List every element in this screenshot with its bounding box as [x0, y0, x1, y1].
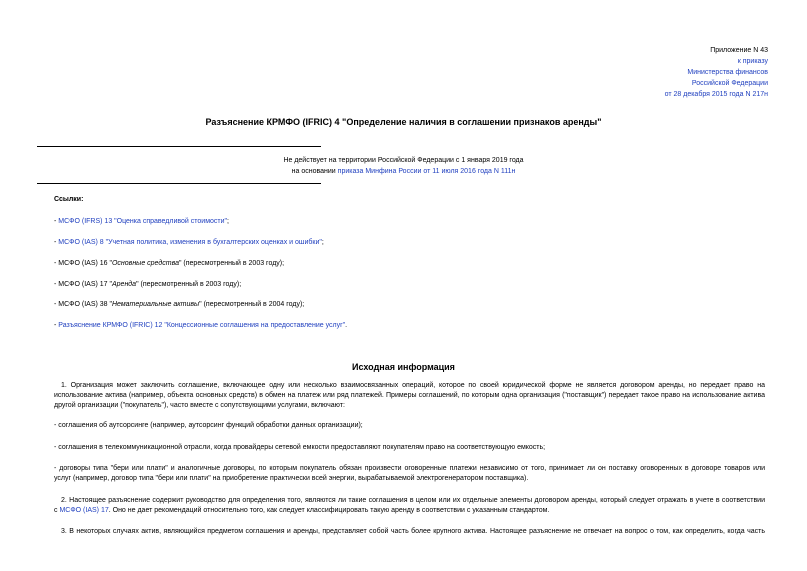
appendix-block: [665, 45, 768, 100]
paragraph-line: - договоры типа "бери или плати" и аналогичные договоры, по которым покупатель обязан произвести оговоренные платежи независимо от того, принимает ли он поставку оговоренных в договоре товаров или: [54, 465, 765, 472]
reference-italic-title: Аренда: [111, 281, 137, 288]
reference-suffix: .: [345, 322, 348, 329]
appendix-order-link[interactable]: к приказу: [737, 58, 768, 65]
paragraph-line: - соглашения в телекоммуникационной отрасли, когда провайдеры сетевой емкости предоставляют покупателям право на соответствующую емкость;: [54, 444, 546, 451]
reference-item: [54, 322, 347, 329]
reference-item: [54, 301, 304, 308]
paragraph-line: 1. Организация может заключить соглашение, включающее одну или несколько взаимосвязанных операций, которое по своей юридической форме не является договором аренды, но передает право на: [61, 382, 765, 389]
bullet-take-or-pay: [54, 464, 765, 484]
reference-item: [54, 218, 229, 225]
ias17-link[interactable]: МСФО (IAS) 17: [59, 507, 109, 514]
reference-suffix: ;: [321, 239, 324, 246]
paragraph-line: другой организации ("покупатель"), часто вместе с сопутствующими услугами, включают:: [54, 402, 345, 409]
reference-prefix: - МСФО (IAS) 38 ": [54, 301, 112, 308]
minfin-order-link[interactable]: приказа Минфина России от 11 июля 2016 года N 111н: [337, 168, 516, 175]
paragraph-1: [54, 381, 765, 411]
reference-suffix: " (пересмотренный в 2003 году);: [178, 260, 285, 267]
ifric12-link[interactable]: Разъяснение КРМФО (IFRIC) 12 "Концессионные соглашения на предоставление услуг": [58, 322, 346, 329]
paragraph-line: 2. Настоящее разъяснение содержит руководство для определения того, являются ли такие соглашения в целом или их отдельные элементы договором аренды, который следует отражать в учете в соответствии: [61, 497, 765, 504]
paragraph-prefix: с: [54, 507, 60, 514]
validity-notice: [0, 155, 807, 177]
paragraph-suffix: . Оно не дает рекомендаций относительно того, как следует классифицировать такую аренду в соответствии с указанным стандартом.: [108, 507, 550, 514]
appendix-country-link[interactable]: Российской Федерации: [691, 80, 768, 87]
reference-italic-title: Основные средства: [111, 260, 179, 267]
appendix-number: Приложение N 43: [710, 47, 768, 54]
reference-suffix: " (пересмотренный в 2003 году);: [136, 281, 242, 288]
document-title: Разъяснение КРМФО (IFRIC) 4 "Определение наличия в соглашении признаков аренды": [205, 117, 602, 127]
reference-prefix: -: [54, 322, 59, 329]
reference-item: [54, 260, 284, 267]
validity-basis-line: [0, 166, 807, 177]
reference-item: [54, 239, 324, 246]
section-heading: Исходная информация: [352, 362, 455, 372]
reference-prefix: -: [54, 239, 59, 246]
notice-top-divider: [37, 146, 321, 147]
paragraph-line: использование актива (например, объекта основных средств) в обмен на платеж или ряд платежей. Примеры соглашений, по которым одна организация ("поставщик") передает такое право на использование актива: [54, 392, 765, 399]
reference-suffix: ;: [227, 218, 229, 225]
paragraph-line: 3. В некоторых случаях актив, являющийся предметом соглашения и аренды, представляет собой часть более крупного актива. Настоящее разъяснение не отвечает на вопрос о том, как определить, когда часть: [61, 528, 765, 535]
appendix-ministry-link[interactable]: Министерства финансов: [687, 69, 768, 76]
paragraph-line: [54, 506, 765, 516]
notice-bottom-divider: [37, 183, 321, 184]
bullet-telecom: [54, 443, 765, 453]
ias8-link[interactable]: МСФО (IAS) 8 "Учетная политика, изменения в бухгалтерских оценках и ошибки": [58, 239, 322, 246]
reference-suffix: " (пересмотренный в 2004 году);: [199, 301, 305, 308]
paragraph-3: [54, 527, 765, 537]
ifrs13-link[interactable]: МСФО (IFRS) 13 "Оценка справедливой стоимости": [58, 218, 227, 225]
reference-prefix: - МСФО (IAS) 16 ": [54, 260, 112, 267]
paragraph-line: - соглашения об аутсорсинге (например, аутсорсинг функций обработки данных организации);: [54, 422, 363, 429]
validity-notice-line: Не действует на территории Российской Федерации с 1 января 2019 года: [283, 157, 524, 164]
reference-prefix: -: [54, 218, 59, 225]
references-heading: Ссылки:: [54, 196, 84, 203]
paragraph-2: [54, 496, 765, 516]
reference-prefix: - МСФО (IAS) 17 ": [54, 281, 112, 288]
reference-item: [54, 281, 241, 288]
validity-basis-prefix: на основании: [291, 168, 338, 175]
paragraph-line: услуг (например, договор типа "бери или плати" на приобретение практически всей энергии, вырабатываемой электрогенератором поставщика).: [54, 475, 529, 482]
appendix-date-link[interactable]: от 28 декабря 2015 года N 217н: [664, 91, 768, 98]
bullet-outsourcing: [54, 421, 765, 431]
reference-italic-title: Нематериальные активы: [111, 301, 200, 308]
